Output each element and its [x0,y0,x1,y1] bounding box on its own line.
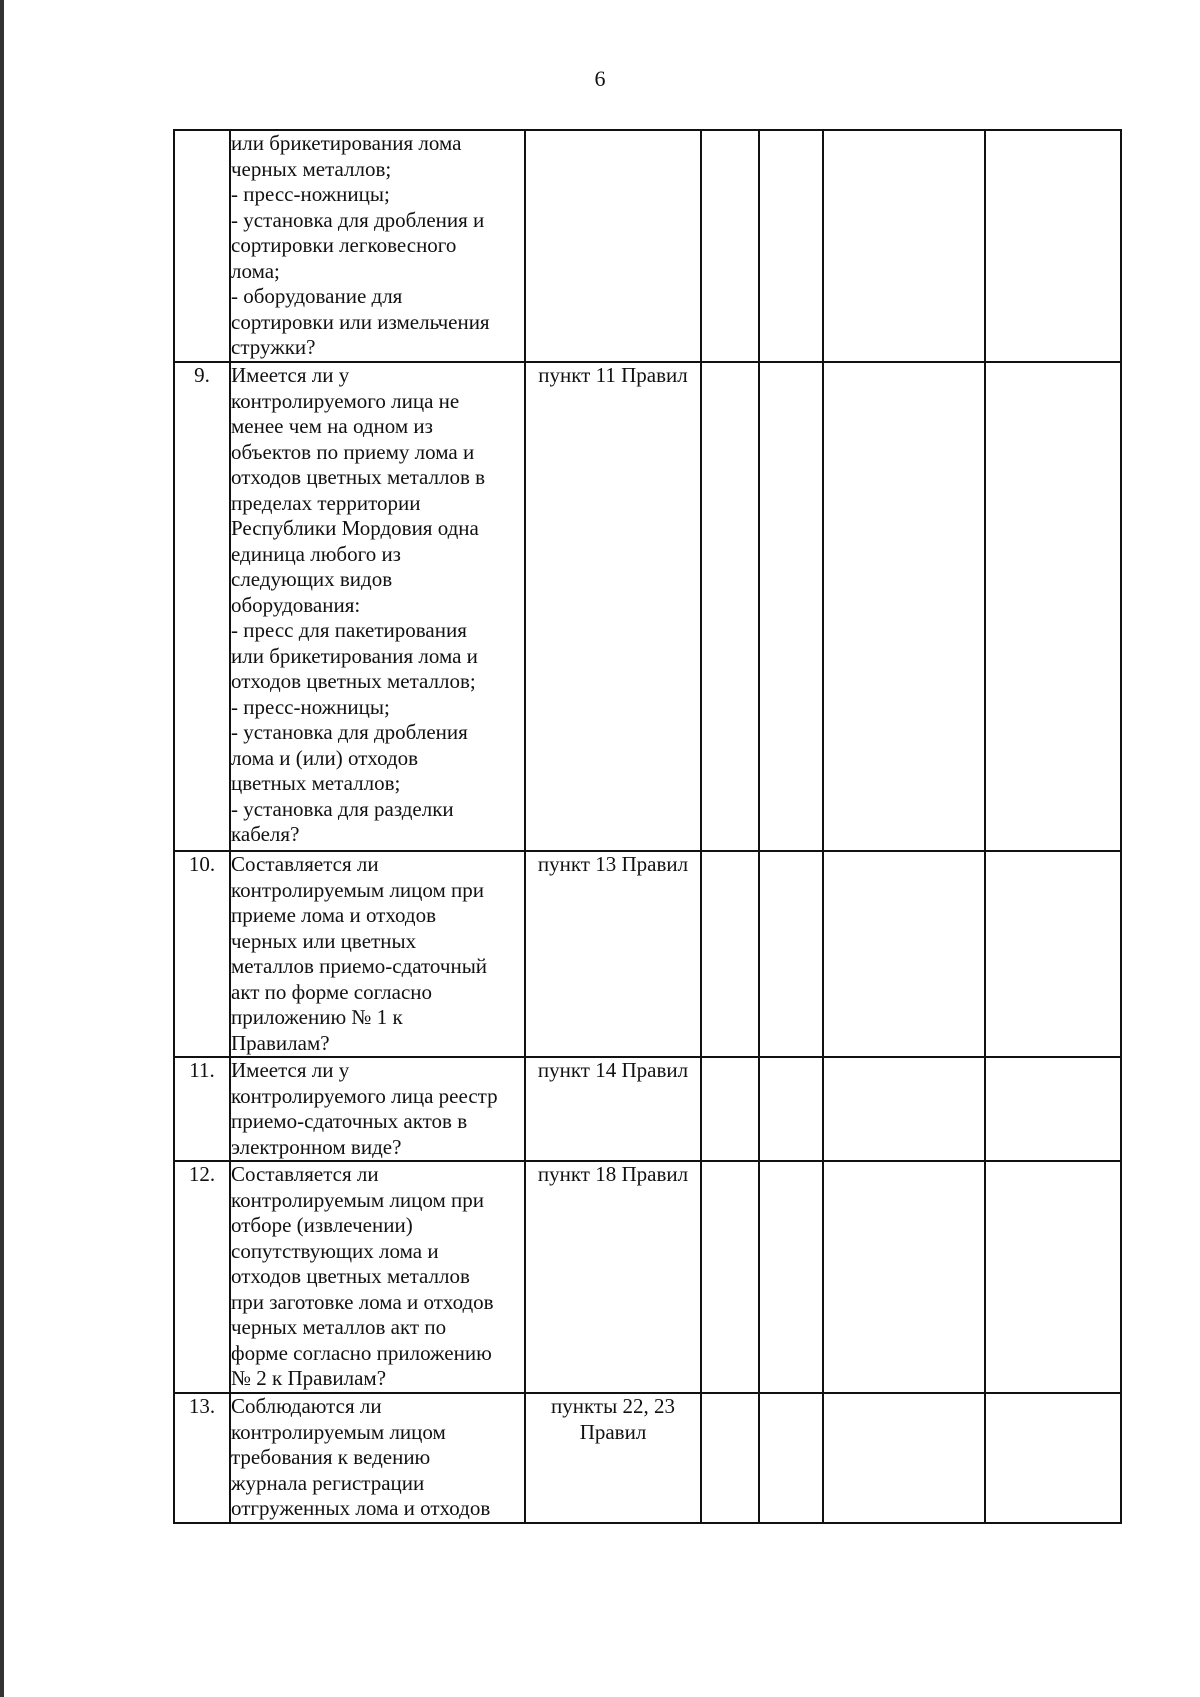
notes-cell [985,362,1121,851]
answer-cell-yes [701,130,759,362]
legal-reference [525,130,701,362]
legal-reference: пункт 18 Правил [525,1161,701,1393]
answer-cell-not-applicable [823,851,985,1057]
answer-cell-yes [701,1057,759,1161]
notes-cell [985,1161,1121,1393]
question-text: Соблюдаются ли контролируемым лицом требования к ведению журнала регистрации отгруженных лома и отходов [230,1393,525,1523]
question-text: Имеется ли у контролируемого лица реестр приемо-сдаточных актов в электронном виде? [230,1057,525,1161]
answer-cell-not-applicable [823,1057,985,1161]
table-row [174,1393,1121,1523]
scan-left-edge [0,0,4,1697]
question-text: Имеется ли у контролируемого лица не менее чем на одном из объектов по приему лома и отходов цветных металлов в пределах территории Республики Мордовия одна единица любого из следующих видов оборудования: - пресс для пакетирования или брикетирования лома и отходов цветных металлов; - пресс-ножницы; - установка для дробления лома и (или) отходов цветных металлов; - установка для разделки кабеля? [230,362,525,851]
answer-cell-yes [701,362,759,851]
row-number: 10. [174,851,230,1057]
answer-cell-yes [701,1393,759,1523]
notes-cell [985,1057,1121,1161]
row-number: 11. [174,1057,230,1161]
table-row [174,362,1121,851]
legal-reference: пункт 13 Правил [525,851,701,1057]
row-number: 12. [174,1161,230,1393]
legal-reference: пункт 11 Правил [525,362,701,851]
question-text: Составляется ли контролируемым лицом при отборе (извлечении) сопутствующих лома и отходов цветных металлов при заготовке лома и отходов черных металлов акт по форме согласно приложению № 2 к Правилам? [230,1161,525,1393]
answer-cell-no [759,1393,823,1523]
answer-cell-not-applicable [823,362,985,851]
answer-cell-not-applicable [823,1161,985,1393]
question-text: или брикетирования лома черных металлов; - пресс-ножницы; - установка для дробления и сортировки легковесного лома; - оборудование для сортировки или измельчения стружки? [230,130,525,362]
notes-cell [985,1393,1121,1523]
table-row [174,851,1121,1057]
legal-reference: пункт 14 Правил [525,1057,701,1161]
checklist-table [173,129,1122,1524]
table-row [174,130,1121,362]
legal-reference: пункты 22, 23 Правил [525,1393,701,1523]
row-number: 9. [174,362,230,851]
question-text: Составляется ли контролируемым лицом при приеме лома и отходов черных или цветных металлов приемо-сдаточный акт по форме согласно приложению № 1 к Правилам? [230,851,525,1057]
answer-cell-yes [701,1161,759,1393]
answer-cell-no [759,130,823,362]
notes-cell [985,130,1121,362]
answer-cell-not-applicable [823,130,985,362]
row-number: 13. [174,1393,230,1523]
answer-cell-no [759,1161,823,1393]
notes-cell [985,851,1121,1057]
answer-cell-no [759,851,823,1057]
table-row [174,1161,1121,1393]
answer-cell-yes [701,851,759,1057]
table-row [174,1057,1121,1161]
row-number [174,130,230,362]
answer-cell-no [759,362,823,851]
answer-cell-no [759,1057,823,1161]
answer-cell-not-applicable [823,1393,985,1523]
page-number: 6 [594,66,606,91]
